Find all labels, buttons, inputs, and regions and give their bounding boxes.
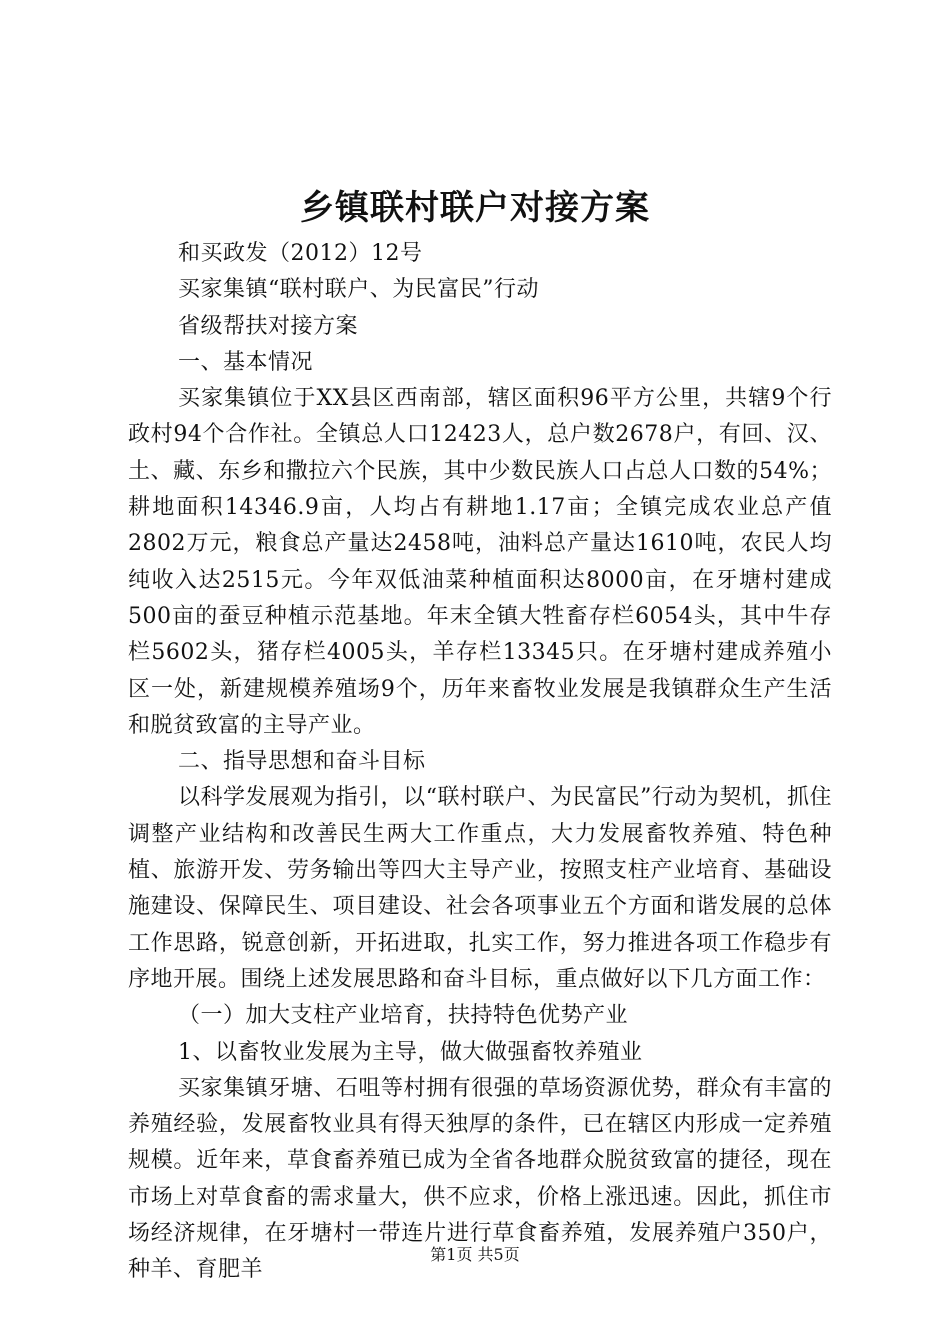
subsection-heading-pillar-industry: （一）加大支柱产业培育，扶持特色优势产业 bbox=[178, 1003, 629, 1029]
section-heading-basic-situation: 一、基本情况 bbox=[178, 349, 314, 375]
document-body bbox=[128, 236, 832, 1289]
document-title: 乡镇联村联户对接方案 bbox=[300, 188, 650, 228]
section-paragraph-basic-situation: 买家集镇位于XX县区西南部，辖区面积96平方公里，共辖9个行政村94个合作社。全镇总人口12423人，总户数2678户，有回、汉、土、藏、东乡和撒拉六个民族，其中少数民族人口占总人口数的54%；耕地面积14346.9亩，人均占有耕地1.17亩；全镇完成农业总产值2802万元，粮食总产量达2458吨，油料总产量达1610吨，农民人均纯收入达2515元。今年双低油菜种植面积达8000亩，在牙塘村建成500亩的蚕豆种植示范基地。年末全镇大牲畜存栏6054头，其中牛存栏5602头，猪存栏4005头，羊存栏13345只。在牙塘村建成养殖小区一处，新建规模养殖场9个，历年来畜牧业发展是我镇群众生产生活和脱贫致富的主导产业。 bbox=[128, 386, 832, 738]
subtitle-line-1: 买家集镇“联村联户、为民富民”行动 bbox=[178, 277, 539, 303]
subsection-heading-animal-husbandry: 1、以畜牧业发展为主导，做大做强畜牧养殖业 bbox=[178, 1039, 643, 1065]
section-paragraph-guiding-ideology: 以科学发展观为指引，以“联村联户、为民富民”行动为契机，抓住调整产业结构和改善民生两大工作重点，大力发展畜牧养殖、特色种植、旅游开发、劳务输出等四大主导产业，按照支柱产业培育、基础设施建设、保障民生、项目建设、社会各项事业五个方面和谐发展的总体工作思路，锐意创新，开拓进取，扎实工作，努力推进各项工作稳步有序地开展。围绕上述发展思路和奋斗目标，重点做好以下几方面工作： bbox=[128, 785, 832, 992]
section-heading-guiding-ideology: 二、指导思想和奋斗目标 bbox=[178, 749, 426, 775]
subtitle-line-2: 省级帮扶对接方案 bbox=[178, 313, 359, 339]
page-footer: 第1页 共5页 bbox=[430, 1245, 520, 1264]
document-number: 和买政发（2012）12号 bbox=[178, 241, 423, 266]
section-paragraph-animal-husbandry: 买家集镇牙塘、石咀等村拥有很强的草场资源优势，群众有丰富的养殖经验，发展畜牧业具有得天独厚的条件，已在辖区内形成一定养殖规模。近年来，草食畜养殖已成为全省各地群众脱贫致富的捷径，现在市场上对草食畜的需求量大，供不应求，价格上涨迅速。因此，抓住市场经济规律，在牙塘村一带连片进行草食畜养殖，发展养殖户350户，种羊、育肥羊 bbox=[128, 1075, 832, 1283]
